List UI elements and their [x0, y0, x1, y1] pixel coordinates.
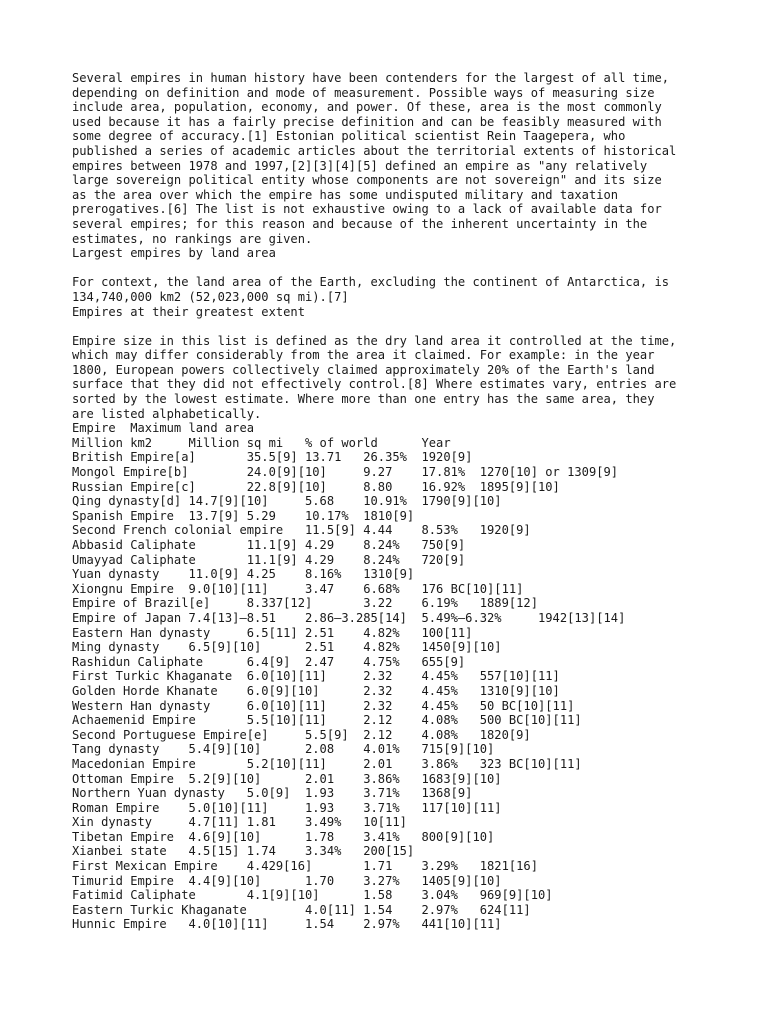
text-line: Ming dynasty 6.5[9][10] 2.51 4.82% 1450[9][10] [72, 640, 502, 655]
document-body [72, 71, 712, 932]
text-line: empires between 1978 and 1997,[2][3][4][5] defined an empire as "any relatively [72, 158, 648, 173]
text-line: Umayyad Caliphate 11.1[9] 4.29 8.24% 720[9] [72, 552, 466, 567]
text-line: First Mexican Empire 4.429[16] 1.71 3.29% 1821[16] [72, 859, 538, 874]
text-line: Northern Yuan dynasty 5.0[9] 1.93 3.71% 1368[9] [72, 786, 473, 801]
text-line: Several empires in human history have been contenders for the largest of all time, [72, 71, 670, 85]
text-line: Eastern Turkic Khaganate 4.0[11] 1.54 2.97% 624[11] [72, 902, 531, 917]
text-line: Rashidun Caliphate 6.4[9] 2.47 4.75% 655[9] [72, 654, 466, 669]
text-line: prerogatives.[6] The list is not exhaustive owing to a lack of available data for [72, 202, 662, 217]
text-line: Ottoman Empire 5.2[9][10] 2.01 3.86% 1683[9][10] [72, 771, 502, 786]
text-line: Spanish Empire 13.7[9] 5.29 10.17% 1810[9] [72, 508, 415, 523]
text-line: Western Han dynasty 6.0[10][11] 2.32 4.45% 50 BC[10][11] [72, 698, 575, 713]
text-line: depending on definition and mode of measurement. Possible ways of measuring size [72, 85, 655, 100]
text-line: which may differ considerably from the area it claimed. For example: in the year [72, 348, 655, 363]
text-line: Fatimid Caliphate 4.1[9][10] 1.58 3.04% 969[9][10] [72, 888, 553, 903]
text-line: Yuan dynasty 11.0[9] 4.25 8.16% 1310[9] [72, 567, 415, 582]
text-line: Golden Horde Khanate 6.0[9][10] 2.32 4.45% 1310[9][10] [72, 683, 560, 698]
text-line: as the area over which the empire has some undisputed military and taxation [72, 187, 619, 202]
text-line: several empires; for this reason and because of the inherent uncertainty in the [72, 216, 648, 231]
text-line: 134,740,000 km2 (52,023,000 sq mi).[7] [72, 289, 349, 304]
text-line: Empire Maximum land area [72, 421, 255, 436]
text-line: Roman Empire 5.0[10][11] 1.93 3.71% 117[10][11] [72, 800, 502, 815]
text-line: surface that they did not effectively control.[8] Where estimates vary, entries are [72, 377, 677, 392]
text-line: Macedonian Empire 5.2[10][11] 2.01 3.86% 323 BC[10][11] [72, 756, 582, 771]
text-line: some degree of accuracy.[1] Estonian political scientist Rein Taagepera, who [72, 129, 626, 144]
text-line: used because it has a fairly precise definition and can be feasibly measured with [72, 114, 662, 129]
text-line: sorted by the lowest estimate. Where more than one entry has the same area, they [72, 392, 655, 407]
text-line [72, 319, 712, 334]
text-line: Tibetan Empire 4.6[9][10] 1.78 3.41% 800[9][10] [72, 829, 495, 844]
text-line: Eastern Han dynasty 6.5[11] 2.51 4.82% 100[11] [72, 625, 473, 640]
text-line: published a series of academic articles about the territorial extents of historical [72, 143, 677, 158]
text-line: Empires at their greatest extent [72, 304, 305, 319]
text-line: Xiongnu Empire 9.0[10][11] 3.47 6.68% 176 BC[10][11] [72, 581, 524, 596]
text-line: Tang dynasty 5.4[9][10] 2.08 4.01% 715[9][10] [72, 742, 495, 757]
text-line: 1800, European powers collectively claimed approximately 20% of the Earth's land [72, 362, 655, 377]
text-line: For context, the land area of the Earth, excluding the continent of Antarctica, is [72, 275, 670, 290]
text-line: Empire of Japan 7.4[13]–8.51 2.86–3.285[14] 5.49%–6.32% 1942[13][14] [72, 610, 626, 625]
text-line: Second French colonial empire 11.5[9] 4.44 8.53% 1920[9] [72, 523, 531, 538]
text-line: Xianbei state 4.5[15] 1.74 3.34% 200[15] [72, 844, 415, 859]
text-line: First Turkic Khaganate 6.0[10][11] 2.32 4.45% 557[10][11] [72, 669, 560, 684]
text-line: include area, population, economy, and power. Of these, area is the most commonly [72, 100, 662, 115]
text-line: Qing dynasty[d] 14.7[9][10] 5.68 10.91% 1790[9][10] [72, 494, 502, 509]
text-line: Timurid Empire 4.4[9][10] 1.70 3.27% 1405[9][10] [72, 873, 502, 888]
text-line [72, 261, 712, 276]
text-line: are listed alphabetically. [72, 406, 262, 421]
text-line: large sovereign political entity whose components are not sovereign" and its size [72, 173, 662, 188]
text-line: Hunnic Empire 4.0[10][11] 1.54 2.97% 441[10][11] [72, 917, 502, 932]
text-line: Empire size in this list is defined as the dry land area it controlled at the time, [72, 333, 677, 348]
text-line: Second Portuguese Empire[e] 5.5[9] 2.12 4.08% 1820[9] [72, 727, 531, 742]
text-line: Xin dynasty 4.7[11] 1.81 3.49% 10[11] [72, 815, 407, 830]
text-line: Mongol Empire[b] 24.0[9][10] 9.27 17.81% 1270[10] or 1309[9] [72, 465, 619, 480]
text-line: Million km2 Million sq mi % of world Year [72, 435, 451, 450]
text-line: British Empire[a] 35.5[9] 13.71 26.35% 1920[9] [72, 450, 473, 465]
text-line: Achaemenid Empire 5.5[10][11] 2.12 4.08% 500 BC[10][11] [72, 713, 582, 728]
text-line: Empire of Brazil[e] 8.337[12] 3.22 6.19% 1889[12] [72, 596, 538, 611]
text-line: Russian Empire[c] 22.8[9][10] 8.80 16.92% 1895[9][10] [72, 479, 560, 494]
text-line: Largest empires by land area [72, 246, 276, 261]
text-line: estimates, no rankings are given. [72, 231, 313, 246]
text-line: Abbasid Caliphate 11.1[9] 4.29 8.24% 750[9] [72, 538, 466, 552]
